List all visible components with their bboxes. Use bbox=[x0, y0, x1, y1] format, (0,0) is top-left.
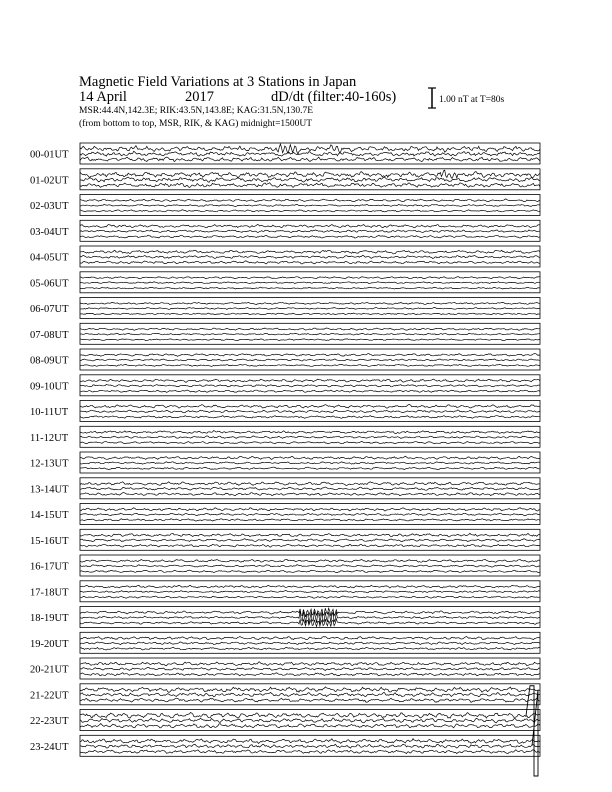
trace-KAG bbox=[80, 519, 540, 521]
trace-RIK bbox=[80, 692, 540, 696]
trace-KAG bbox=[80, 287, 540, 289]
chart-rows bbox=[30, 143, 540, 776]
date-label: 14 April bbox=[79, 89, 127, 105]
quantity-label: dD/dt (filter:40-160s) bbox=[271, 89, 397, 105]
trace-RIK bbox=[80, 462, 540, 464]
trace-RIK bbox=[80, 487, 540, 490]
trace-MSR bbox=[80, 431, 540, 434]
trace-KAG bbox=[80, 313, 540, 315]
row-label: 14-15UT bbox=[30, 510, 69, 521]
trace-RIK bbox=[80, 204, 540, 206]
row-label: 11-12UT bbox=[30, 432, 69, 444]
trace-MSR bbox=[80, 456, 540, 459]
row-10-11UT bbox=[30, 401, 540, 422]
row-07-08UT bbox=[30, 323, 540, 344]
trace-KAG bbox=[80, 183, 540, 188]
row-label: 13-14UT bbox=[30, 484, 69, 496]
row-02-03UT bbox=[30, 195, 540, 216]
row-04-05UT bbox=[30, 246, 540, 267]
trace-KAG bbox=[80, 698, 540, 702]
row-label: 16-17UT bbox=[30, 561, 69, 573]
trace-KAG bbox=[80, 339, 540, 341]
row-09-10UT bbox=[30, 375, 540, 396]
row-06-07UT bbox=[30, 298, 540, 319]
trace-KAG bbox=[80, 724, 540, 729]
row-03-04UT bbox=[30, 220, 540, 241]
trace-MSR bbox=[80, 687, 540, 692]
chart-title: Magnetic Field Variations at 3 Stations in Japan bbox=[79, 74, 357, 90]
trace-MSR bbox=[80, 250, 540, 254]
row-21-22UT bbox=[30, 684, 540, 705]
trace-MSR bbox=[80, 225, 540, 228]
row-label: 10-11UT bbox=[30, 407, 69, 418]
trace-KAG bbox=[80, 570, 540, 572]
row-05-06UT bbox=[30, 272, 540, 293]
trace-KAG bbox=[80, 261, 540, 264]
trace-RIK bbox=[80, 744, 540, 748]
trace-MSR bbox=[80, 379, 540, 382]
row-13-14UT bbox=[30, 478, 540, 499]
trace-MSR bbox=[80, 559, 540, 562]
row-label: 03-04UT bbox=[30, 226, 69, 238]
row-label: 08-09UT bbox=[30, 355, 69, 367]
row-15-16UT bbox=[30, 529, 540, 550]
row-frame bbox=[80, 426, 540, 447]
trace-KAG bbox=[80, 750, 540, 754]
row-17-18UT bbox=[30, 581, 540, 602]
row-08-09UT bbox=[30, 349, 540, 370]
row-22-23UT bbox=[30, 710, 540, 731]
trace-KAG bbox=[80, 544, 540, 547]
row-frame bbox=[80, 735, 540, 756]
trace-KAG bbox=[80, 364, 540, 366]
row-label: 17-18UT bbox=[30, 587, 69, 599]
trace-RIK bbox=[80, 513, 540, 516]
trace-KAG bbox=[80, 210, 540, 212]
trace-KAG bbox=[80, 467, 540, 470]
trace-KAG bbox=[80, 647, 540, 650]
row-label: 15-16UT bbox=[30, 535, 69, 547]
trace-MSR bbox=[80, 637, 540, 640]
trace-RIK bbox=[80, 591, 540, 593]
row-23-24UT bbox=[30, 735, 540, 756]
trace-RIK bbox=[80, 255, 540, 258]
row-label: 00-01UT bbox=[30, 149, 69, 161]
row-label: 04-05UT bbox=[30, 252, 69, 264]
row-label: 02-03UT bbox=[30, 201, 69, 212]
row-label: 12-13UT bbox=[30, 458, 69, 470]
trace-MSR bbox=[80, 713, 540, 719]
row-label: 09-10UT bbox=[30, 381, 69, 393]
row-01-02UT bbox=[30, 169, 540, 190]
year-label: 2017 bbox=[185, 89, 214, 105]
trace-KAG bbox=[80, 441, 540, 443]
row-label: 23-24UT bbox=[30, 741, 69, 753]
trace-RIK bbox=[80, 282, 540, 284]
trace-RIK bbox=[80, 333, 540, 335]
row-16-17UT bbox=[30, 555, 540, 576]
trace-MSR bbox=[80, 302, 540, 304]
trace-MSR bbox=[80, 328, 540, 330]
trace-KAG bbox=[80, 596, 540, 598]
row-label: 05-06UT bbox=[30, 278, 69, 290]
trace-KAG bbox=[80, 619, 540, 627]
trace-RIK bbox=[80, 359, 540, 361]
trace-RIK bbox=[80, 565, 540, 567]
trace-MSR bbox=[80, 533, 540, 537]
trace-MSR bbox=[80, 405, 540, 409]
trace-KAG bbox=[80, 493, 540, 496]
trace-RIK bbox=[80, 667, 540, 670]
trace-MSR bbox=[80, 585, 540, 588]
row-11-12UT bbox=[30, 426, 540, 447]
row-14-15UT bbox=[30, 504, 540, 525]
trace-RIK bbox=[80, 436, 540, 439]
trace-MSR bbox=[80, 277, 540, 279]
trace-RIK bbox=[80, 539, 540, 542]
row-label: 01-02UT bbox=[30, 175, 69, 187]
trace-KAG bbox=[80, 235, 540, 238]
row-12-13UT bbox=[30, 452, 540, 473]
trace-MSR bbox=[80, 354, 540, 357]
trace-KAG bbox=[80, 416, 540, 419]
order-note: (from bottom to top, MSR, RIK, & KAG) midnight=1500UT bbox=[79, 119, 313, 129]
row-label: 07-08UT bbox=[30, 329, 69, 341]
trace-RIK bbox=[80, 642, 540, 645]
scale-bar bbox=[428, 88, 504, 108]
trace-MSR bbox=[80, 662, 540, 666]
trace-MSR bbox=[80, 199, 540, 202]
row-label: 22-23UT bbox=[30, 716, 69, 727]
row-label: 20-21UT bbox=[30, 664, 69, 676]
trace-MSR bbox=[80, 739, 540, 744]
row-label: 06-07UT bbox=[30, 304, 69, 315]
trace-KAG bbox=[80, 673, 540, 676]
trace-RIK bbox=[80, 151, 540, 156]
row-frame bbox=[80, 452, 540, 473]
trace-RIK bbox=[80, 308, 540, 310]
row-18-19UT bbox=[30, 607, 540, 628]
trace-RIK bbox=[80, 718, 540, 723]
trace-MSR bbox=[80, 482, 540, 486]
trace-RIK bbox=[80, 410, 540, 413]
trace-MSR bbox=[80, 144, 540, 154]
row-19-20UT bbox=[30, 632, 540, 653]
row-frame bbox=[80, 658, 540, 679]
trace-KAG bbox=[80, 390, 540, 392]
row-label: 19-20UT bbox=[30, 638, 69, 650]
row-label: 18-19UT bbox=[30, 613, 69, 624]
chart-header bbox=[79, 74, 504, 129]
trace-MSR bbox=[80, 170, 540, 178]
trace-MSR bbox=[80, 608, 540, 617]
row-label: 21-22UT bbox=[30, 690, 69, 702]
row-00-01UT bbox=[30, 143, 540, 164]
trace-KAG bbox=[80, 157, 540, 162]
trace-RIK bbox=[80, 384, 540, 387]
row-20-21UT bbox=[30, 658, 540, 679]
row-frame bbox=[80, 581, 540, 602]
stations-label: MSR:44.4N,142.3E; RIK:43.5N,143.8E; KAG:31.5N,130.7E bbox=[79, 106, 314, 116]
trace-RIK bbox=[80, 230, 540, 233]
scale-bar-label: 1.00 nT at T=80s bbox=[439, 95, 505, 105]
trace-RIK bbox=[80, 177, 540, 182]
trace-MSR bbox=[80, 508, 540, 511]
